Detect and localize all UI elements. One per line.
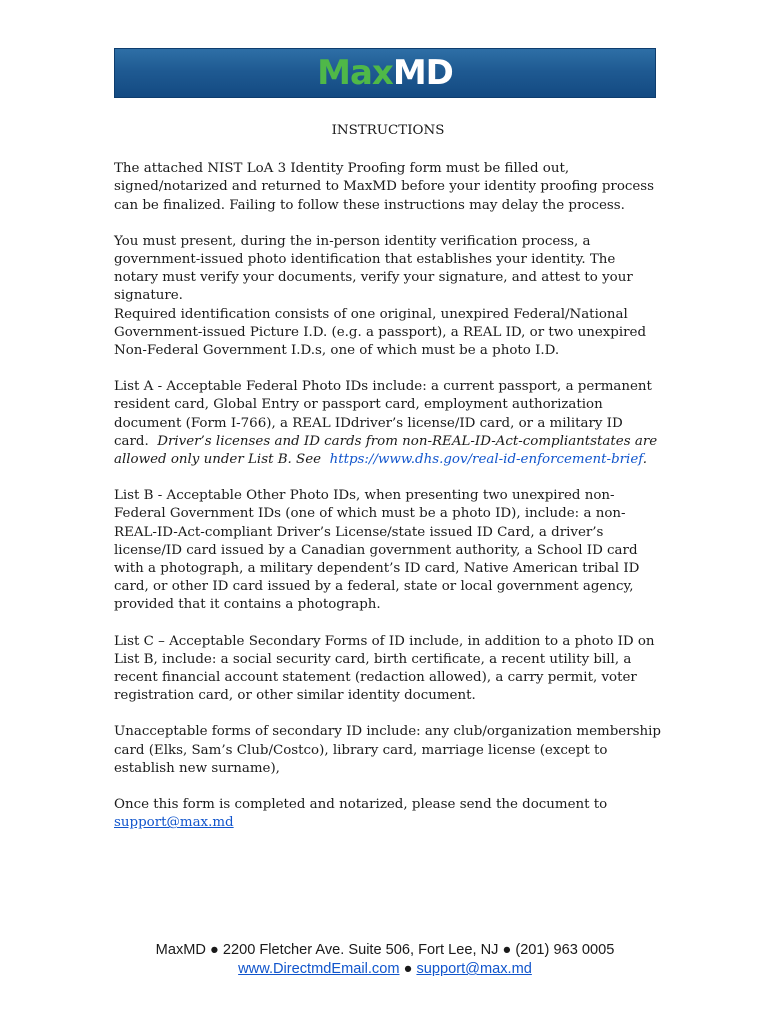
send-paragraph	[114, 796, 662, 832]
list-c-text: List C – Acceptable Secondary Forms of ID include, in addition to a photo ID on List B, include: a social security card, birth certificate, a recent utility bill, a recent financial account statement (redaction allowed), a carry permit, voter registration card, or other similar identity document.	[114, 633, 655, 704]
unacceptable-text: Unacceptable forms of secondary ID include: any club/organization membership card (Elks, Sam’s Club/Costco), library card, marriage license (except to establish new surname),	[114, 724, 661, 776]
page-footer	[0, 941, 770, 979]
identification-paragraph	[114, 233, 662, 360]
footer-separator: ●	[399, 961, 417, 977]
footer-email-link[interactable]: support@max.md	[416, 961, 532, 977]
intro-paragraph	[114, 160, 662, 215]
list-a-paragraph	[114, 378, 662, 469]
footer-address: MaxMD ● 2200 Fletcher Ave. Suite 506, Fort Lee, NJ ● (201) 963 0005	[155, 942, 615, 958]
send-email-line	[114, 814, 662, 832]
intro-text: The attached NIST LoA 3 Identity Proofing form must be filled out, signed/notarized and returned to MaxMD before your identity proofing process can be finalized. Failing to follow these instructions may delay the process.	[114, 161, 655, 213]
logo-part-md: MD	[392, 53, 453, 93]
list-a-text: List A - Acceptable Federal Photo IDs include: a current passport, a permanent resident card, Global Entry or passport card, employment authorization document (Form I-766), a REAL IDdriver’s license/ID card, or a military ID card.	[114, 379, 652, 449]
unacceptable-paragraph	[114, 723, 662, 778]
footer-links	[0, 960, 770, 979]
dhs-real-id-link[interactable]: https://www.dhs.gov/real-id-enforcement-brief	[329, 452, 643, 468]
maxmd-logo-banner	[114, 48, 656, 98]
identification-text-2: Required identification consists of one original, unexpired Federal/National Government-issued Picture I.D. (e.g. a passport), a REAL ID, or two unexpired Non-Federal Government I.D.s, one of which must be a photo I.D.	[114, 306, 647, 359]
list-b-paragraph	[114, 487, 662, 614]
send-text: Once this form is completed and notarized, please send the document to	[114, 797, 608, 813]
page-title: INSTRUCTIONS	[331, 123, 445, 138]
list-b-text: List B - Acceptable Other Photo IDs, when presenting two unexpired non-Federal Government IDs (one of which must be a photo ID), include: a non-REAL-ID-Act-compliant Driver’s License/state issued ID Card, a driver’s license/ID card issued by a Canadian government authority, a School ID card with a photograph, a military dependent’s ID card, Native American tribal ID card, or other ID card issued by a federal, state or local government agency, provided that it contains a photograph.	[114, 488, 640, 613]
list-a-content	[114, 378, 662, 469]
list-a-end: .	[642, 452, 648, 468]
maxmd-logo	[317, 53, 453, 93]
list-c-paragraph	[114, 633, 662, 706]
support-email-link[interactable]: support@max.md	[114, 815, 234, 831]
logo-part-max: Max	[317, 53, 393, 93]
identification-text-1: You must present, during the in-person identity verification process, a government-issued photo identification that establishes your identity. The notary must verify your documents, verify your signature, and attest to your signature.	[114, 233, 633, 304]
footer-website-link[interactable]: www.DirectmdEmail.com	[238, 961, 400, 977]
list-a-note: Driver’s licenses and ID cards from non-REAL-ID-Act-compliantstates are allowed only under List B. See	[114, 433, 658, 468]
document-body	[114, 120, 662, 851]
